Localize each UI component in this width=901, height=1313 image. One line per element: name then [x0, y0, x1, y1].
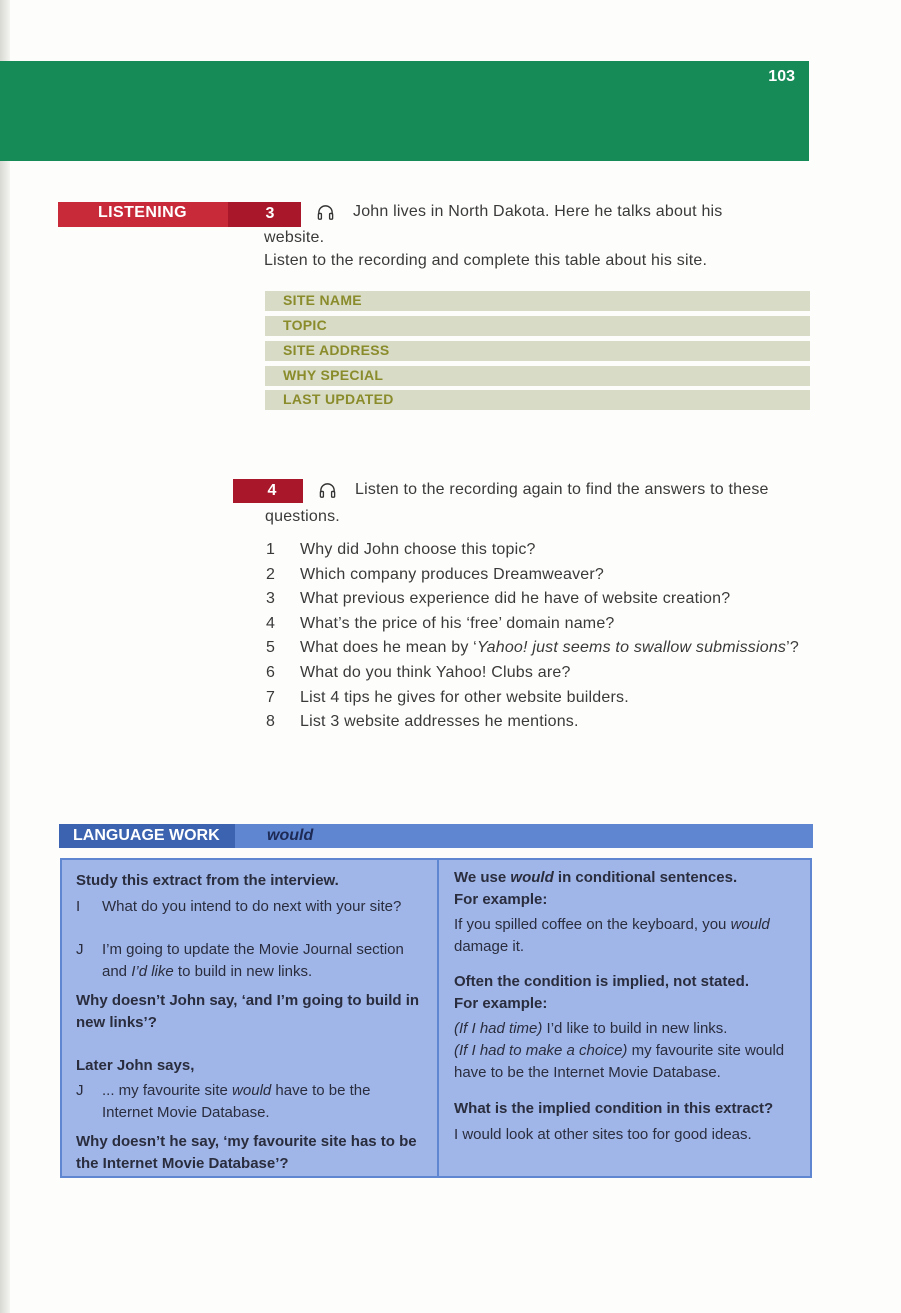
page-number: 103: [768, 68, 795, 85]
question-number: 8: [266, 713, 276, 731]
question-number: 5: [266, 639, 276, 657]
exercise-4-number-box: [233, 479, 303, 503]
example-1-suffix: damage it.: [454, 938, 525, 955]
question-number: 2: [266, 565, 276, 583]
example-3-text: my favourite site would have to be the Internet Movie Database.: [454, 1042, 785, 1081]
question-item: [266, 612, 826, 637]
example-1-italic: would: [730, 916, 770, 933]
question-text: List 4 tips he gives for other website builders.: [300, 688, 629, 706]
question-text: What previous experience did he have of website creation?: [300, 590, 731, 608]
question-number: 1: [266, 541, 276, 558]
question-item: [266, 563, 826, 588]
dialogue-text-italic: would: [232, 1082, 272, 1099]
question-number: 7: [266, 688, 276, 706]
example-2: [454, 1018, 799, 1040]
example-label: For example:: [454, 995, 548, 1012]
implied-question: What is the implied condition in this extract?: [454, 1100, 774, 1117]
dialogue-text-suffix: to build in new links.: [173, 963, 313, 980]
later-label: Later John says,: [76, 1057, 195, 1074]
speaker-label: I: [76, 898, 81, 915]
exercise-4-intro-line1: Listen to the recording again to find the answers to these: [355, 481, 769, 498]
example-3-italic: (If I had to make a choice): [454, 1042, 628, 1059]
table-row-label: TOPIC: [283, 317, 328, 333]
column-divider: [437, 860, 439, 1176]
example-label: For example:: [454, 891, 548, 908]
exercise-4-number: 4: [267, 482, 277, 499]
dialogue-line: [76, 939, 406, 983]
dialogue-text: [102, 939, 406, 983]
example-1: [454, 914, 784, 958]
exercise-3-intro-line1: John lives in North Dakota. Here he talks about his: [353, 203, 723, 220]
question-text-italic: Yahoo! just seems to swallow submissions: [476, 639, 787, 657]
question-item: [266, 538, 826, 563]
question-text-prefix: What does he mean by ‘: [300, 639, 477, 657]
language-work-title: LANGUAGE WORK: [73, 827, 220, 844]
question-item: [266, 686, 826, 711]
question-number: 3: [266, 590, 276, 608]
dialogue-text-suffix: have to be the Internet Movie Database.: [102, 1082, 371, 1121]
question-text: Why did John choose this topic?: [300, 541, 536, 558]
table-row: [265, 341, 810, 361]
table-row: [265, 366, 810, 386]
example-3: [454, 1040, 799, 1084]
question-list: [266, 538, 826, 735]
table-row-label: SITE ADDRESS: [283, 342, 390, 358]
question-text: What’s the price of his ‘free’ domain name?: [300, 614, 615, 632]
question-item: [266, 710, 826, 735]
rule-italic: would: [510, 869, 554, 886]
headphones-icon: [316, 203, 335, 222]
speaker-label: J: [76, 941, 84, 958]
page-spine: [0, 0, 10, 1313]
question-number: 4: [266, 614, 276, 632]
table-row-label: LAST UPDATED: [283, 391, 394, 407]
dialogue-line: [76, 1080, 406, 1124]
question-item: [266, 661, 826, 686]
question-1: Why doesn’t John say, ‘and I’m going to build in new links’?: [76, 992, 420, 1031]
exercise-3-number: 3: [265, 205, 275, 222]
table-row: [265, 291, 810, 311]
question-text: [300, 636, 826, 661]
extract-text: I would look at other sites too for good ideas.: [454, 1126, 752, 1143]
example-2-italic: (If I had time): [454, 1020, 543, 1037]
header-band: [0, 61, 809, 161]
dialogue-text-prefix: ... my favourite site: [102, 1082, 233, 1099]
table-row-label: SITE NAME: [283, 292, 362, 308]
headphones-icon: [318, 481, 337, 500]
question-2: Why doesn’t he say, ‘my favourite site has to be the Internet Movie Database’?: [76, 1133, 417, 1172]
table-row: [265, 390, 810, 410]
dialogue-line: [76, 896, 406, 918]
question-item: [266, 636, 826, 661]
question-item: [266, 587, 826, 612]
section-label-listening: LISTENING: [98, 204, 187, 221]
question-text: Which company produces Dreamweaver?: [300, 565, 605, 583]
table-row: [265, 316, 810, 336]
exercise-4-intro-line2: questions.: [265, 508, 340, 525]
implied-heading: Often the condition is implied, not stated.: [454, 973, 750, 990]
dialogue-text-prefix: I’m going to update the Movie Journal section and: [102, 941, 404, 980]
question-text: List 3 website addresses he mentions.: [300, 713, 579, 731]
exercise-3-intro-line2: website.: [264, 229, 325, 246]
extract-heading: Study this extract from the interview.: [76, 872, 339, 889]
dialogue-text-italic: I’d like: [131, 963, 174, 980]
question-text-suffix: ’?: [786, 639, 799, 657]
language-work-box: [60, 858, 812, 1178]
question-number: 6: [266, 663, 276, 681]
rule-heading: [454, 867, 737, 889]
exercise-3-number-box: [231, 202, 301, 227]
example-2-text: I’d like to build in new links.: [542, 1020, 728, 1037]
rule-suffix: in conditional sentences.: [553, 869, 738, 886]
example-1-prefix: If you spilled coffee on the keyboard, you: [454, 916, 731, 933]
dialogue-text: What do you intend to do next with your site?: [102, 898, 402, 915]
question-text: What do you think Yahoo! Clubs are?: [300, 663, 571, 681]
dialogue-text: [102, 1080, 406, 1124]
speaker-label: J: [76, 1082, 84, 1099]
language-work-subtitle: would: [267, 827, 314, 844]
table-row-label: WHY SPECIAL: [283, 367, 384, 383]
rule-prefix: We use: [454, 869, 511, 886]
exercise-3-instruction: Listen to the recording and complete this table about his site.: [264, 252, 708, 269]
language-work-header: [59, 824, 813, 848]
